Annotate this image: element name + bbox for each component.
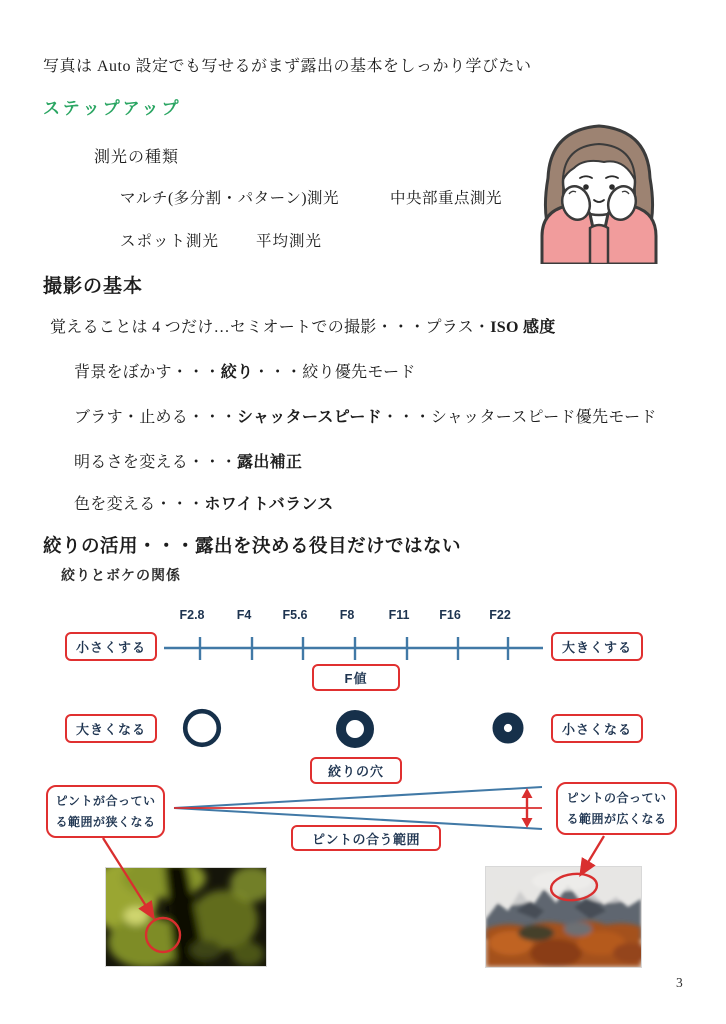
aperture-circle-small [498,718,518,738]
focus-cone [174,787,542,829]
metering-title: 測光の種類 [94,149,180,166]
f-scale-label: F2.8 [179,608,205,622]
f-scale-label: F16 [439,608,461,622]
label-gets-smaller: 小さくなる [551,714,643,743]
maple-bokeh-photo [105,867,267,967]
callout-narrow-focus [46,785,165,838]
label-gets-larger: 大きくなる [65,714,157,743]
basics-blur-bold: シャッタースピード [237,409,382,426]
basics-remember-bold: ISO 感度 [490,319,556,336]
basics-blur-post: ・・・シャッタースピード優先モード [381,409,657,426]
basics-line-shutter [74,404,657,427]
basics-bokeh-post: ・・・絞り優先モード [253,364,416,381]
girl-illustration [536,116,662,264]
girl-body [590,225,608,264]
metering-multi: マルチ(多分割・パターン)測光 [120,190,340,207]
f-scale-label: F4 [236,608,252,622]
callout-narrow-line1: ピントが合ってい [55,793,156,808]
aperture-heading: 絞りの活用・・・露出を決める役目だけではない [43,537,462,557]
step-up-heading: ステップアップ [43,99,182,118]
aperture-subheading: 絞りとボケの関係 [61,567,181,583]
basics-line-remember [50,314,556,337]
basics-line-exposure [74,449,302,472]
basics-color-pre: 色を変える・・・ [74,496,205,513]
f-scale-label: F11 [388,608,410,622]
label-make-smaller: 小さくする [65,632,157,661]
basics-heading: 撮影の基本 [43,276,144,297]
callout-wide-line2: る範囲が広くなる [566,811,667,826]
callout-narrow-line2: る範囲が狭くなる [55,814,156,829]
aperture-circle-large [185,711,219,745]
range-double-arrow [522,788,533,828]
f-scale-label: F8 [339,608,355,622]
label-make-larger: 大きくする [551,632,643,661]
page-number: 3 [676,975,683,990]
label-aperture-hole: 絞りの穴 [310,757,402,784]
basics-line-whitebalance [74,491,334,514]
callout-wide-line1: ピントの合ってい [566,790,667,805]
basics-bright-pre: 明るさを変える・・・ [74,454,238,471]
label-f-value: F値 [312,664,400,691]
label-focus-range: ピントの合う範囲 [291,825,441,851]
f-scale-label: F5.6 [282,608,308,622]
basics-bokeh-bold: 絞り [220,364,254,381]
mountain-autumn-photo [485,866,642,968]
metering-spot: スポット測光 [120,233,220,250]
basics-line-bokeh [74,359,416,382]
callout-wide-focus [556,782,677,835]
f-scale-label: F22 [489,608,511,622]
basics-blur-pre: ブラす・止める・・・ [74,409,238,426]
metering-center-weighted: 中央部重点測光 [390,190,503,207]
basics-bokeh-pre: 背景をぼかす・・・ [74,364,221,381]
aperture-circle-medium [341,715,369,743]
intro-sentence: 写真は Auto 設定でも写せるがまず露出の基本をしっかり学びたい [43,58,532,75]
metering-average: 平均測光 [256,233,323,250]
basics-remember-text: 覚えることは 4 つだけ…セミオートでの撮影・・・プラス・ [50,319,491,336]
f-scale-line [164,637,543,660]
basics-bright-bold: 露出補正 [237,454,303,471]
basics-color-bold: ホワイトバランス [204,496,334,513]
